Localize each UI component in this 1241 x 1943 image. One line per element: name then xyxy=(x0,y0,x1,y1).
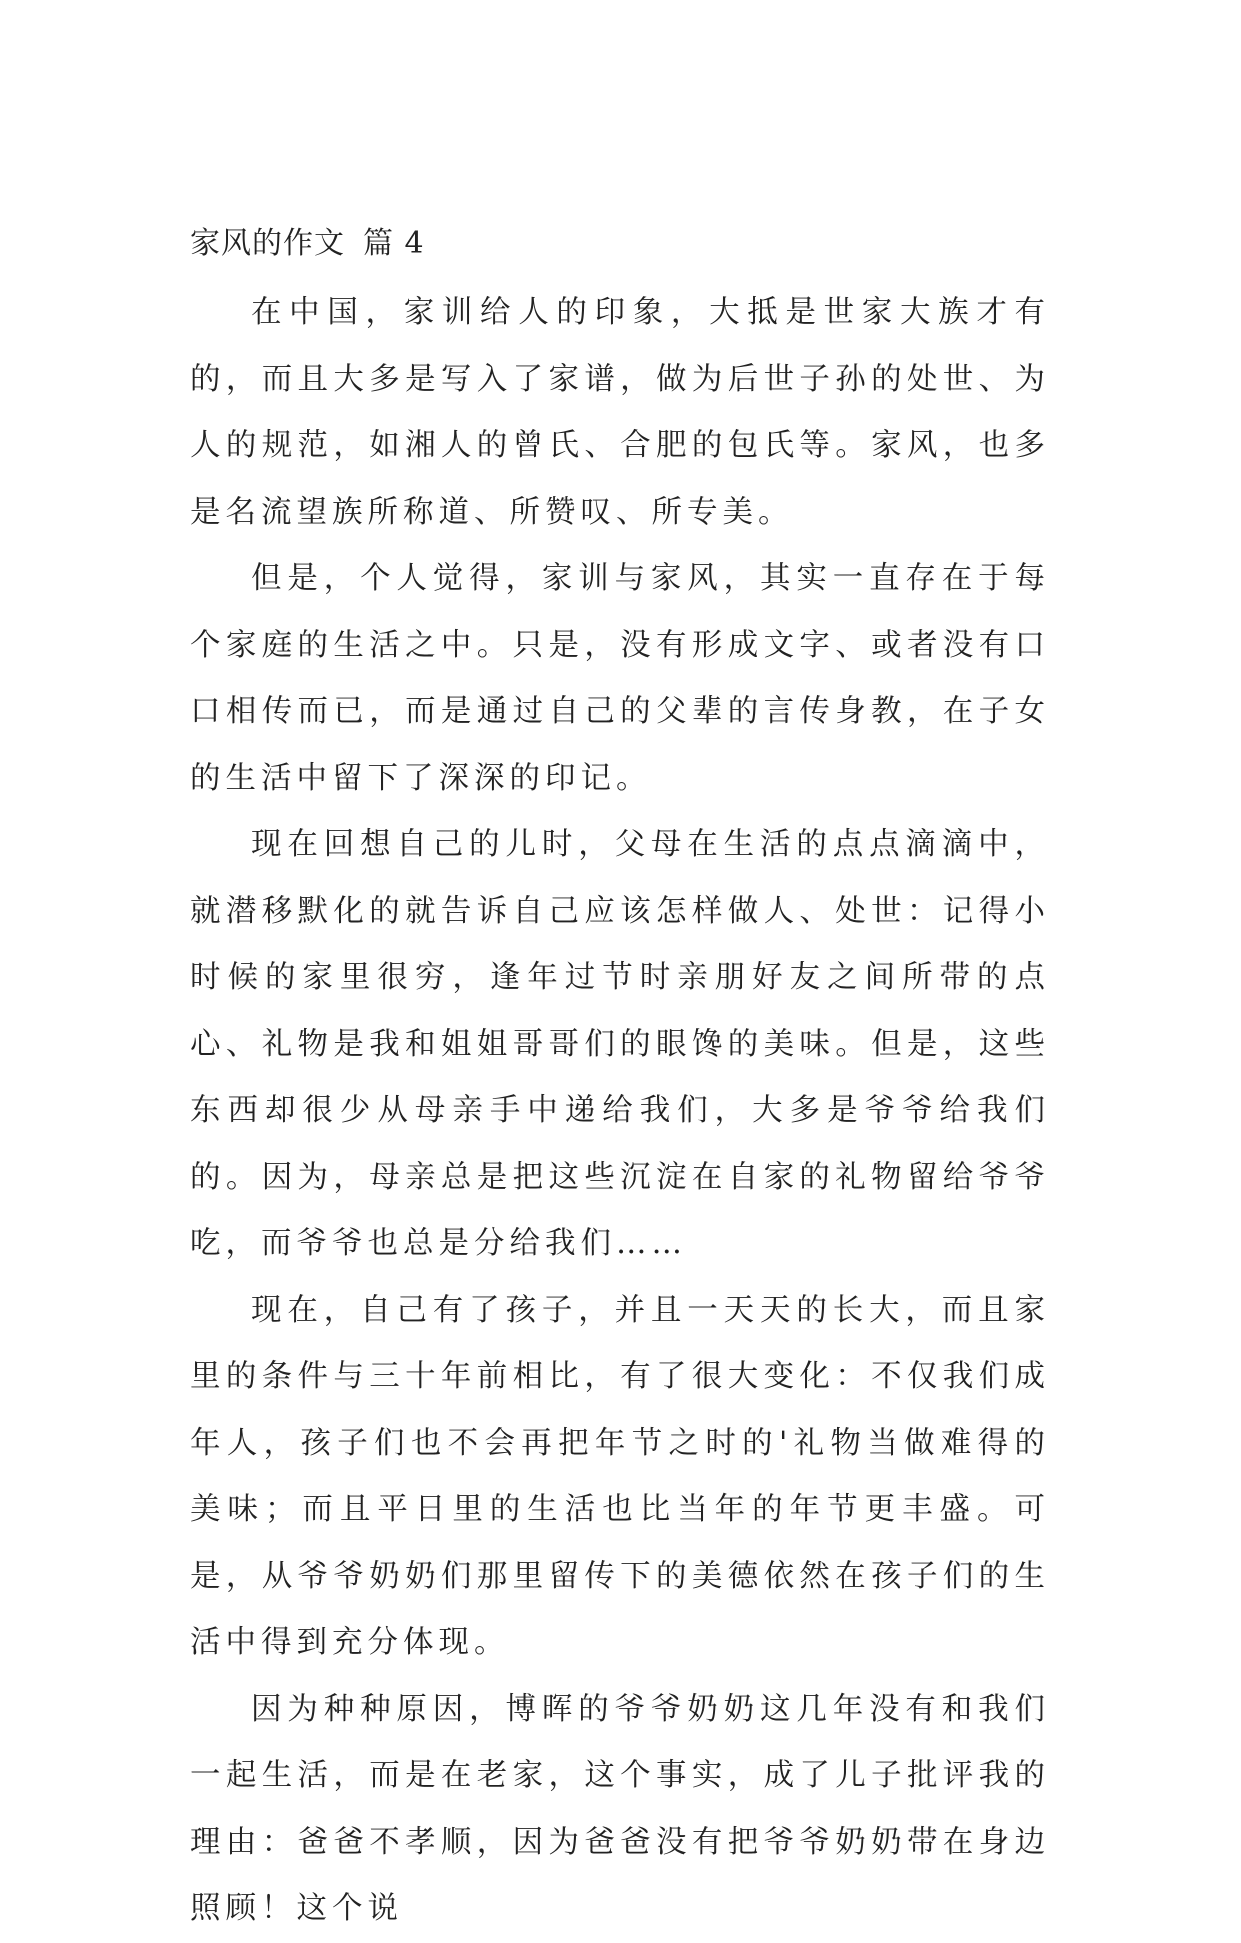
document-body xyxy=(190,280,1050,1943)
section-label: 篇 4 xyxy=(363,226,425,261)
paragraph-4: 现在，自己有了孩子，并且一天天的长大，而且家里的条件与三十年前相比，有了很大变化：不仅我们成年人，孩子们也不会再把年节之时的'礼物当做难得的美味；而且平日里的生活也比当年的年节更丰盛。可是，从爷爷奶奶们那里留传下的美德依然在孩子们的生活中得到充分体现。 xyxy=(190,1292,1050,1660)
paragraph-3: 现在回想自己的儿时，父母在生活的点点滴滴中，就潜移默化的就告诉自己应该怎样做人、处世：记得小时候的家里很穷，逢年过节时亲朋好友之间所带的点心、礼物是我和姐姐哥哥们的眼馋的美味。但是，这些东西却很少从母亲手中递给我们，大多是爷爷给我们的。因为，母亲总是把这些沉淀在自家的礼物留给爷爷吃，而爷爷也总是分给我们…… xyxy=(190,827,1050,1261)
paragraph-1: 在中国，家训给人的印象，大抵是世家大族才有的，而且大多是写入了家谱，做为后世子孙的处世、为人的规范，如湘人的曾氏、合肥的包氏等。家风，也多是名流望族所称道、所赞叹、所专美。 xyxy=(190,295,1050,530)
paragraph-2: 但是，个人觉得，家训与家风，其实一直存在于每个家庭的生活之中。只是，没有形成文字、或者没有口口相传而已，而是通过自己的父辈的言传身教，在子女的生活中留下了深深的印记。 xyxy=(190,561,1050,796)
paragraph-5: 因为种种原因，博晖的爷爷奶奶这几年没有和我们一起生活，而是在老家，这个事实，成了儿子批评我的理由：爸爸不孝顺，因为爸爸没有把爷爷奶奶带在身边照顾！这个说 xyxy=(190,1691,1050,1926)
title-text: 家风的作文 xyxy=(190,226,345,261)
document-title xyxy=(190,222,425,266)
